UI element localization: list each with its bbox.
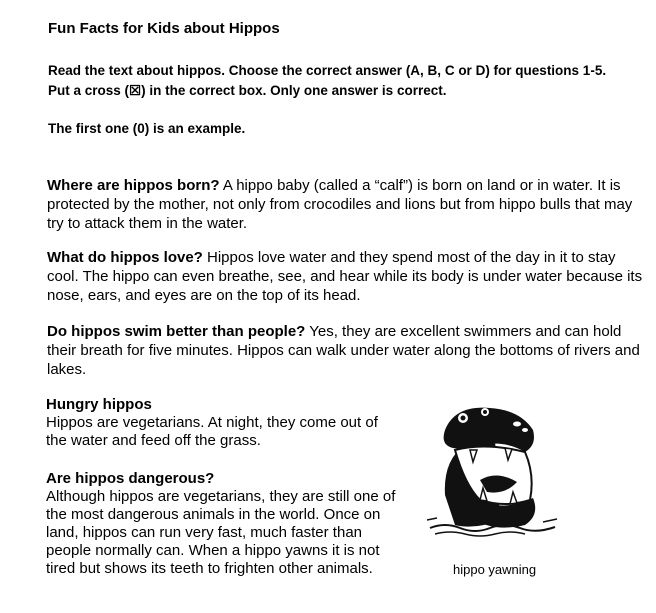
section-text: Hippos are vegetarians. At night, they come out of the water and feed off the grass.: [46, 414, 378, 449]
paragraph-heading: Where are hippos born?: [47, 177, 220, 194]
paragraph-where-born: [47, 176, 647, 233]
section-text: Although hippos are vegetarians, they are still one of the most dangerous animals in the world. Once on land, hippos can run very fast, much faster than people normally can. When a hippo yawns it is not tired but shows its teeth to frighten other animals.: [46, 488, 396, 577]
example-note: The first one (0) is an example.: [48, 121, 246, 136]
image-caption: hippo yawning: [453, 562, 537, 577]
hippo-yawning-illustration: [425, 400, 560, 540]
page-title: Fun Facts for Kids about Hippos: [48, 20, 280, 37]
section-hungry-hippos: [46, 396, 396, 450]
paragraph-text: A hippo baby (called a “calf”) is born on land or in water. It is protected by the mother, not only from crocodiles and lions but from hippo bulls that may try to attack them in the water.: [47, 177, 633, 232]
paragraph-text: Yes, they are excellent swimmers and can hold their breath for five minutes. Hippos can walk under water along the bottoms of rivers and lakes.: [47, 323, 640, 378]
paragraph-swim: [47, 322, 647, 379]
paragraph-text: Hippos love water and they spend most of the day in it to stay cool. The hippo can even breathe, see, and hear while its body is under water because its nose, ears, and eyes are on the top of its head.: [47, 249, 643, 304]
section-heading: Are hippos dangerous?: [46, 470, 215, 487]
paragraph-heading: What do hippos love?: [47, 249, 203, 266]
section-dangerous: [46, 470, 396, 578]
paragraph-what-love: [47, 248, 647, 305]
instructions: Read the text about hippos. Choose the correct answer (A, B, C or D) for questions 1-5. Put a cross (☒) in the correct box. Only one answer is correct.: [48, 63, 607, 98]
paragraph-heading: Do hippos swim better than people?: [47, 323, 306, 340]
section-heading: Hungry hippos: [46, 396, 152, 413]
